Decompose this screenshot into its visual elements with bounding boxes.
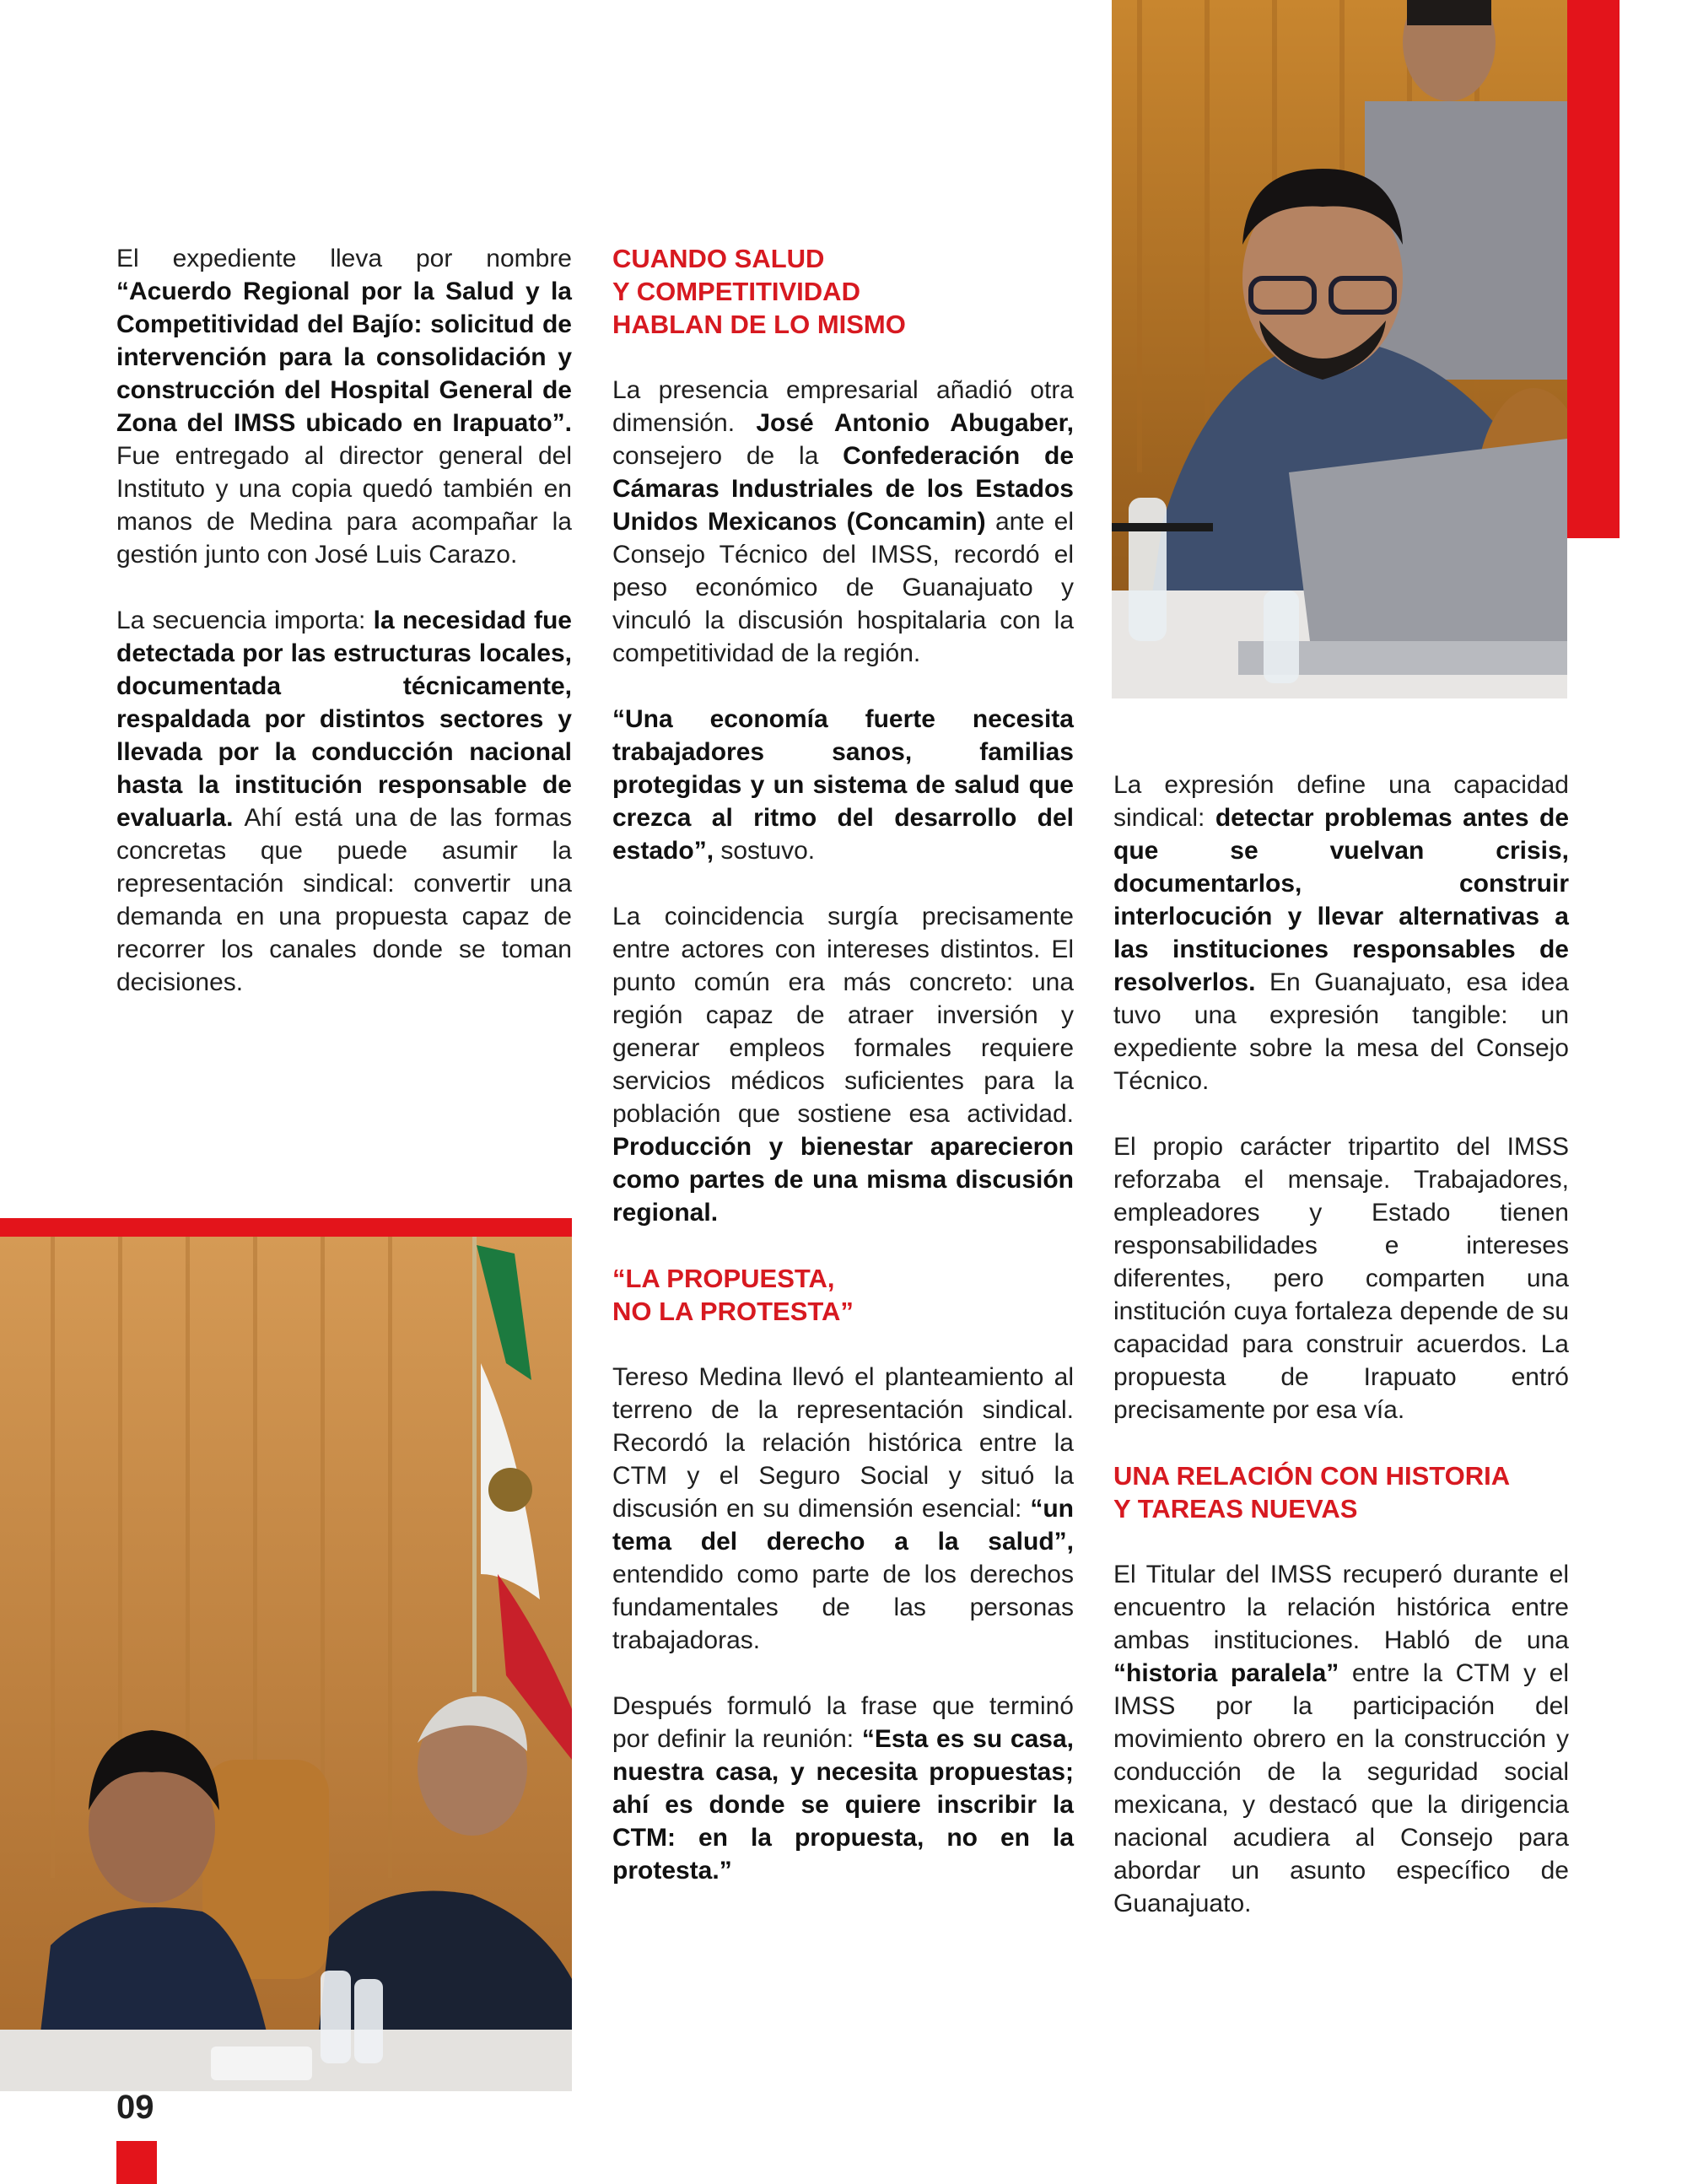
- section-heading-relacion-historia: UNA RELACIÓN CON HISTORIA Y TAREAS NUEVAS: [1113, 1461, 1511, 1523]
- column-3-paragraph-1: La expresión define una capacidad sindical: detectar problemas antes de que se vuelvan crisis, documentarlos, construir interlocución y llevar alternativas a las instituciones responsables de resolverlos. En Guanajuato, esa idea tuvo una expresión tangible: un expediente sobre la mesa del Consejo Técnico.: [1113, 771, 1569, 1095]
- column-2: [612, 242, 1074, 1920]
- column-2-paragraph-3: La coincidencia surgía precisamente entre actores con intereses distintos. El punto común era más concreto: una región capaz de atraer inversión y generar empleos formales requiere servicios médicos suficientes para la población que sostiene esa actividad. Producción y bienestar aparecieron como partes de una misma discusión regional.: [612, 903, 1074, 1227]
- page-number-marker: [116, 2141, 157, 2184]
- photo-officials-illustration: [0, 1237, 572, 2091]
- column-2-paragraph-5: Después formuló la frase que terminó por definir la reunión: “Esta es su casa, nuestra casa, y necesita propuestas; ahí es donde se quiere inscribir la CTM: en la propuesta, no en la protesta.”: [612, 1692, 1075, 1885]
- photo-man-laptop-illustration: [1112, 0, 1567, 698]
- photo-officials-signing: [0, 1237, 572, 2091]
- red-accent-bar-right: [1567, 0, 1620, 538]
- column-2-paragraph-1: La presencia empresarial añadió otra dimensión. José Antonio Abugaber, consejero de la Confederación de Cámaras Industriales de los Estados Unidos Mexicanos (Concamin) ante el Consejo Técnico del IMSS, recordó el peso económico de Guanajuato y vinculó la discusión hospitalaria con la competitividad de la región.: [612, 376, 1074, 667]
- photo-man-laptop: [1112, 0, 1567, 698]
- column-3-paragraph-2: El propio carácter tripartito del IMSS reforzaba el mensaje. Trabajadores, empleadores y Estado tienen responsabilidades e intereses diferentes, pero comparten una institución cuya fortaleza depende de su capacidad para construir acuerdos. La propuesta de Irapuato entró precisamente por esa vía.: [1113, 1133, 1569, 1424]
- column-3: [1113, 768, 1569, 1953]
- page-number: 09: [116, 2089, 154, 2126]
- section-heading-salud-competitividad: CUANDO SALUD Y COMPETITIVIDAD HABLAN DE LO MISMO: [612, 244, 906, 339]
- section-heading-la-propuesta: “LA PROPUESTA, NO LA PROTESTA”: [612, 1264, 854, 1326]
- column-1-paragraph-2: La secuencia importa: la necesidad fue detectada por las estructuras locales, documentada técnicamente, respaldada por distintos sectores y llevada por la conducción nacional hasta la institución responsable de evaluarla. Ahí está una de las formas concretas que puede asumir la representación sindical: convertir una demanda en una propuesta capaz de recorrer los canales donde se toman decisiones.: [116, 607, 572, 996]
- column-1: [116, 242, 572, 1032]
- column-3-paragraph-3: El Titular del IMSS recuperó durante el encuentro la relación histórica entre ambas instituciones. Habló de una “historia paralela” entre la CTM y el IMSS por la participación del movimiento obrero en la construcción y conducción de la seguridad social mexicana, y destacó que la dirigencia nacional acudiera al Consejo para abordar un asunto específico de Guanajuato.: [1113, 1561, 1569, 1917]
- column-1-paragraph-1: El expediente lleva por nombre “Acuerdo Regional por la Salud y la Competitividad del Bajío: solicitud de intervención para la consolidación y construcción del Hospital General de Zona del IMSS ubicado en Irapuato”. Fue entregado al director general del Instituto y una copia quedó también en manos de Medina para acompañar la gestión junto con José Luis Carazo.: [116, 245, 572, 569]
- column-2-paragraph-4: Tereso Medina llevó el planteamiento al terreno de la representación sindical. Recordó la relación histórica entre la CTM y el Seguro Social y situó la discusión en su dimensión esencial: “un tema del derecho a la salud”, entendido como parte de los derechos fundamentales de las personas trabajadoras.: [612, 1363, 1074, 1654]
- column-2-quote-paragraph: “Una economía fuerte necesita trabajadores sanos, familias protegidas y un sistema de salud que crezca al ritmo del desarrollo del estado”, sostuvo.: [612, 705, 1074, 865]
- red-accent-bar-left: [0, 1218, 572, 1237]
